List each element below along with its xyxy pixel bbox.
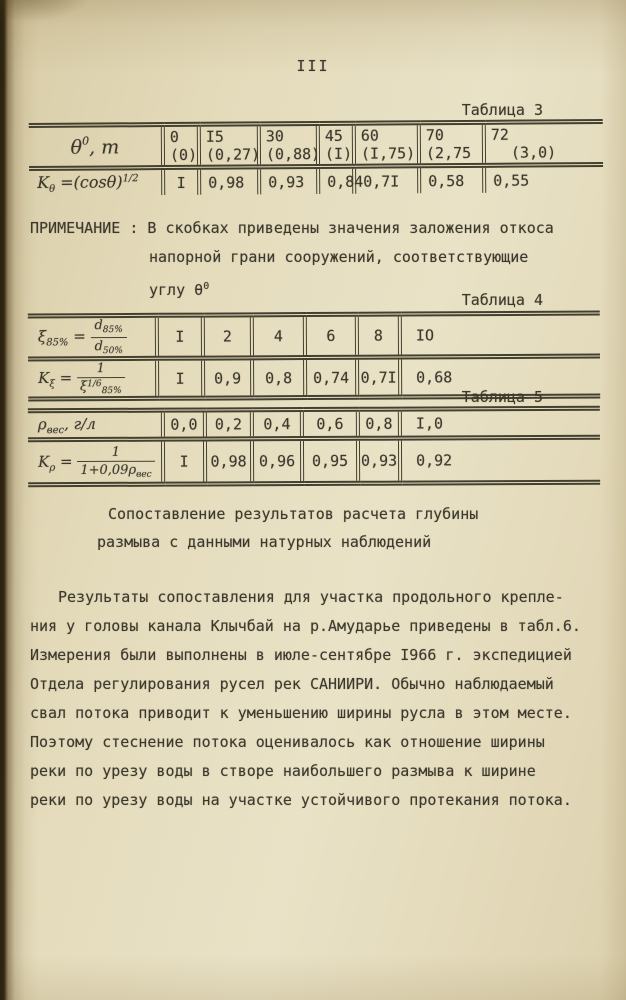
table5-value-cell: 0,6 (302, 409, 358, 438)
table5-value-cell: I (163, 439, 205, 484)
k-symbol: K (38, 368, 50, 387)
table3-value-cell: I (163, 167, 199, 195)
paragraph-line: Результаты сопоставления для участка продольного крепле- (58, 588, 564, 606)
table5-row-2 (28, 437, 600, 484)
k-symbol: K (38, 452, 50, 471)
table5-value-cell: 0,95 (302, 438, 358, 483)
note-line-1 (30, 214, 600, 243)
note-text: В скобках приведены значения заложения откоса (147, 219, 554, 237)
table4-xi-label: $\xi_{85\%}$ = $\frac{d_{85\%}}{d_{50\%}}$ (28, 315, 157, 359)
table3-header-cell: 60 (I,75) (354, 123, 419, 166)
table3-header-cell: 70 (2,75 (419, 122, 484, 165)
k-xi-fraction: $\frac{1}{\xi^{1/6}_{85\%}}$ (77, 361, 125, 396)
table3-header-cell: 0 (0) (163, 124, 199, 167)
table5-row-1 (28, 408, 600, 439)
table-3 (29, 119, 603, 196)
section-heading-line-1: Сопоставление результатов расчета глубины (108, 505, 479, 523)
table4-value-cell: 0,8 (252, 358, 305, 398)
table4-value-cell: 8 (357, 314, 400, 357)
table3-header-row (29, 121, 603, 168)
table3-value-cell: 0,93 (259, 166, 318, 194)
table3-value-cell: 0,55 (484, 164, 603, 192)
table5-value-cell: 0,2 (205, 410, 252, 439)
paragraph-line: свал потока приводит к уменьшению ширины русла в этом месте. (30, 704, 572, 722)
table3-caption: Таблица 3 (461, 101, 543, 119)
table4-value-cell: I (157, 358, 203, 398)
page-number: III (296, 57, 330, 75)
d-ratio-fraction: $\frac{d_{85\%}}{d_{50\%}}$ (90, 318, 127, 356)
table5-coefficient-label: $K_\rho$ = $\frac{1}{1+0,09\rho_{вес}}$ (28, 439, 163, 485)
table5-value-cell: 0,98 (205, 439, 252, 484)
note-label: ПРИМЕЧАНИЕ : (30, 219, 139, 237)
degree-superscript: 0 (82, 134, 90, 148)
paragraph-line: Измерения были выполнены в июле-сентябре I966 г. экспедицией (30, 646, 572, 664)
table3-value-cell: 0,58 (419, 165, 484, 193)
table5-value-cell: 0,93 (358, 438, 400, 483)
exponent: 1/2 (122, 172, 139, 184)
table3-header-cell: 30 (0,88) (259, 123, 318, 166)
table5-value-cell: 0,0 (163, 410, 205, 439)
table5-value-cell: 0,96 (252, 439, 302, 484)
paragraph-line: реки по урезу воды на участке устойчивого протекания потока. (30, 791, 572, 809)
table3-value-cell: 0,7I (354, 166, 419, 194)
table3-value-cell: 0,84 (318, 166, 354, 194)
table4-value-cell: 2 (203, 315, 252, 358)
table3-value-cell: 0,98 (199, 167, 259, 195)
theta-symbol: θ (70, 136, 83, 159)
section-heading (0, 500, 626, 556)
paragraph-line: Отдела регулирования русел рек САНИИРИ. Обычно наблюдаемый (30, 675, 554, 693)
table4-value-cell: 4 (252, 315, 305, 358)
table3-header-cell: I5 (0,27) (199, 124, 259, 167)
note-line-3: углу $\theta^0$ (149, 281, 210, 299)
table4-coefficient-label: $K_\xi$ = $\frac{1}{\xi^{1/6}_{85\%}}$ (28, 358, 157, 399)
table4-value-cell: I (157, 315, 203, 358)
rho-symbol: ρ (128, 462, 137, 478)
paragraph-line: Поэтому стеснение потока оценивалось как отношение ширины (30, 733, 545, 751)
table4-value-cell: 6 (305, 314, 357, 357)
table5-value-cell: 0,92 (400, 437, 600, 483)
table5-value-cell: 0,4 (252, 410, 302, 439)
rho-symbol: ρ (37, 414, 47, 433)
theta-symbol: θ (194, 281, 204, 299)
table4-caption: Таблица 4 (461, 291, 543, 309)
table4-value-cell: 0,7I (357, 357, 400, 397)
table5-value-cell: 0,8 (358, 409, 400, 438)
table3-angle-label (29, 125, 163, 169)
table3-header-cell: 72 (3,0) (484, 121, 603, 165)
table3-coefficient-label (29, 168, 163, 196)
section-heading-line-2: размыва с данными натурных наблюдений (97, 533, 432, 551)
k-subscript: θ (49, 183, 56, 195)
body-paragraph (30, 583, 610, 815)
table5-value-cell: I,0 (400, 408, 600, 438)
angle-label-rest: , m (89, 136, 120, 159)
paragraph-line: реки по урезу воды в створе наибольшего размыва к ширине (30, 762, 536, 780)
cos-formula: =(cosθ) (55, 171, 123, 192)
note-line-2: напорной грани сооружений, соответствующие (149, 248, 529, 266)
table4-value-cell: IO (400, 313, 600, 357)
table4-value-cell: 0,68 (400, 356, 600, 397)
k-symbol: K (37, 172, 50, 192)
table3-header-cell: 45 (I) (318, 123, 354, 166)
paragraph-line: ния у головы канала Клычбай на р.Амударье приведены в табл.6. (30, 617, 581, 635)
table4-value-cell: 0,74 (305, 357, 357, 397)
table4-row-1 (28, 313, 600, 359)
table-5 (28, 406, 600, 487)
table4-value-cell: 0,9 (203, 358, 252, 398)
table5-caption: Таблица 5 (461, 388, 543, 406)
degree-superscript: 0 (203, 281, 210, 292)
table5-rho-label: $\rho_{вес}$, г/л (28, 410, 163, 440)
k-rho-fraction: $\frac{1}{1+0,09\rho_{вес}}$ (77, 444, 155, 479)
table3-value-row (29, 164, 603, 196)
xi-symbol: ξ (37, 327, 47, 346)
